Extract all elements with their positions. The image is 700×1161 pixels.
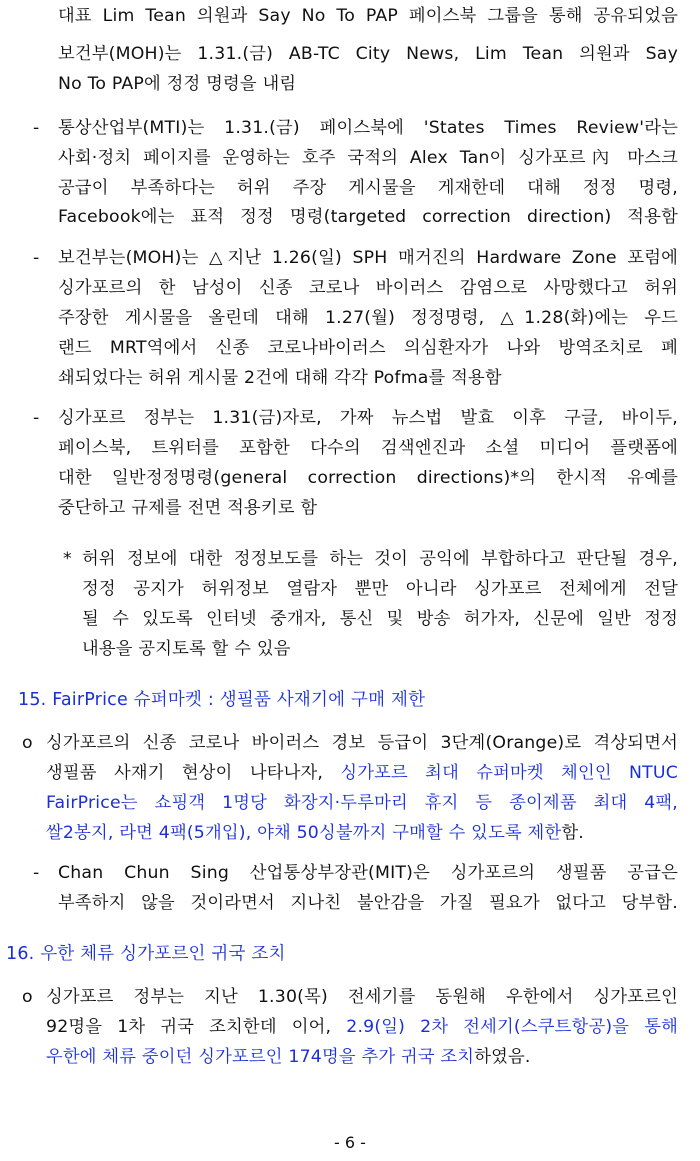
footnote-line: 내용을 공지토록 할 수 있음 [82,639,291,659]
footnote-marker: * [63,549,72,569]
text-line: 사회·정치 페이지를 운영하는 호주 국적의 Alex Tan이 싱가포르內 마스크 [58,148,678,168]
section-heading: 16. 우한 체류 싱가포르인 귀국 조치 [6,944,286,964]
page-number: - 6 - [334,1133,366,1152]
text-segment: 92명을 1차 귀국 조치한데 이어, [46,1017,347,1037]
text-line: 싱가포르의 한 남성이 신종 코로나 바이러스 감염으로 사망했다고 허위 [58,278,678,298]
text-line: 공급이 부족하다는 허위 주장 게시물을 게재한데 대해 정정 명령, [58,178,678,198]
section-heading: 15. FairPrice 슈퍼마켓 : 생필품 사재기에 구매 제한 [18,690,426,710]
text-segment: 함. [561,823,584,843]
text-line [46,1015,678,1039]
dash-marker: - [33,863,40,883]
text-line: 페이스북, 트위터를 포함한 다수의 검색엔진과 소셜 미디어 플랫폼에 [58,438,678,458]
text-line: 싱가포르 정부는 1.31(금)자로, 가짜 뉴스법 발효 이후 구글, 바이두, [58,408,678,428]
footnote-line: 정정 공지가 허위정보 열람자 뿐만 아니라 싱가포르 전체에게 전달 [82,579,678,599]
text-line: 보건부는(MOH)는 △지난 1.26(일) SPH 매거진의 Hardware Zone 포럼에 [58,248,678,268]
text-line: 중단하고 규제를 전면 적용키로 함 [58,498,318,518]
text-line: 쇄되었다는 허위 게시물 2건에 대해 각각 Pofma를 적용함 [58,368,502,388]
circle-marker: o [22,733,33,753]
highlighted-text: 2.9(일) 2차 전세기(스쿠트항공)을 통해 [346,1017,678,1037]
dash-marker: - [33,118,40,138]
text-line [46,761,678,785]
text-line: 통상산업부(MTI)는 1.31.(금) 페이스북에 'States Times Review'라는 [58,118,678,138]
dash-marker: - [33,248,40,268]
footnote-line: 될 수 있도록 인터넷 중개자, 통신 및 방송 허가자, 신문에 일반 정정 [82,609,678,629]
text-line: 주장한 게시물을 올린데 대해 1.27(월) 정정명령, △1.28(화)에는 우드 [58,308,678,328]
highlighted-text: 싱가포르 최대 슈퍼마켓 체인인 NTUC [340,763,678,783]
text-line [46,821,584,845]
text-line: 랜드 MRT역에서 신종 코로나바이러스 의심환자가 나와 방역조치로 폐 [58,338,678,358]
text-line: 보건부(MOH)는 1.31.(금) AB-TC City News, Lim Tean 의원과 Say [58,44,678,64]
text-line [46,1045,531,1069]
text-line: 싱가포르의 신종 코로나 바이러스 경보 등급이 3단계(Orange)로 격상되면서 [46,733,678,753]
text-line: No To PAP에 정정 명령을 내림 [58,74,297,94]
text-line: Facebook에는 표적 정정 명령(targeted correction direction) 적용함 [58,207,678,227]
text-segment: 하였음. [474,1047,531,1067]
footnote-line: 허위 정보에 대한 정정보도를 하는 것이 공익에 부합하다고 판단될 경우, [82,549,678,569]
text-line: 대한 일반정정명령(general correction directions)*의 한시적 유예를 [58,468,678,488]
highlighted-text: 우한에 체류 중이던 싱가포르인 174명을 추가 귀국 조치 [46,1047,475,1067]
dash-marker: - [33,408,40,428]
text-segment: 생필품 사재기 현상이 나타나자, [46,763,341,783]
text-line: 싱가포르 정부는 지난 1.30(목) 전세기를 동원해 우한에서 싱가포르인 [46,987,678,1007]
highlighted-text: FairPrice는 쇼핑객 1명당 화장지·두루마리 휴지 등 종이제품 최대 4팩, [46,793,678,813]
text-line: Chan Chun Sing 산업통상부장관(MIT)은 싱가포르의 생필품 공급은 [58,863,678,883]
text-line: 부족하지 않을 것이라면서 지나친 불안감을 가질 필요가 없다고 당부함. [58,893,678,913]
text-line: 대표 Lim Tean 의원과 Say No To PAP 페이스북 그룹을 통해 공유되었음 [58,6,678,26]
highlighted-text: 쌀2봉지, 라면 4팩(5개입), 야채 50싱불까지 구매할 수 있도록 제한 [46,823,562,843]
circle-marker: o [22,987,33,1007]
